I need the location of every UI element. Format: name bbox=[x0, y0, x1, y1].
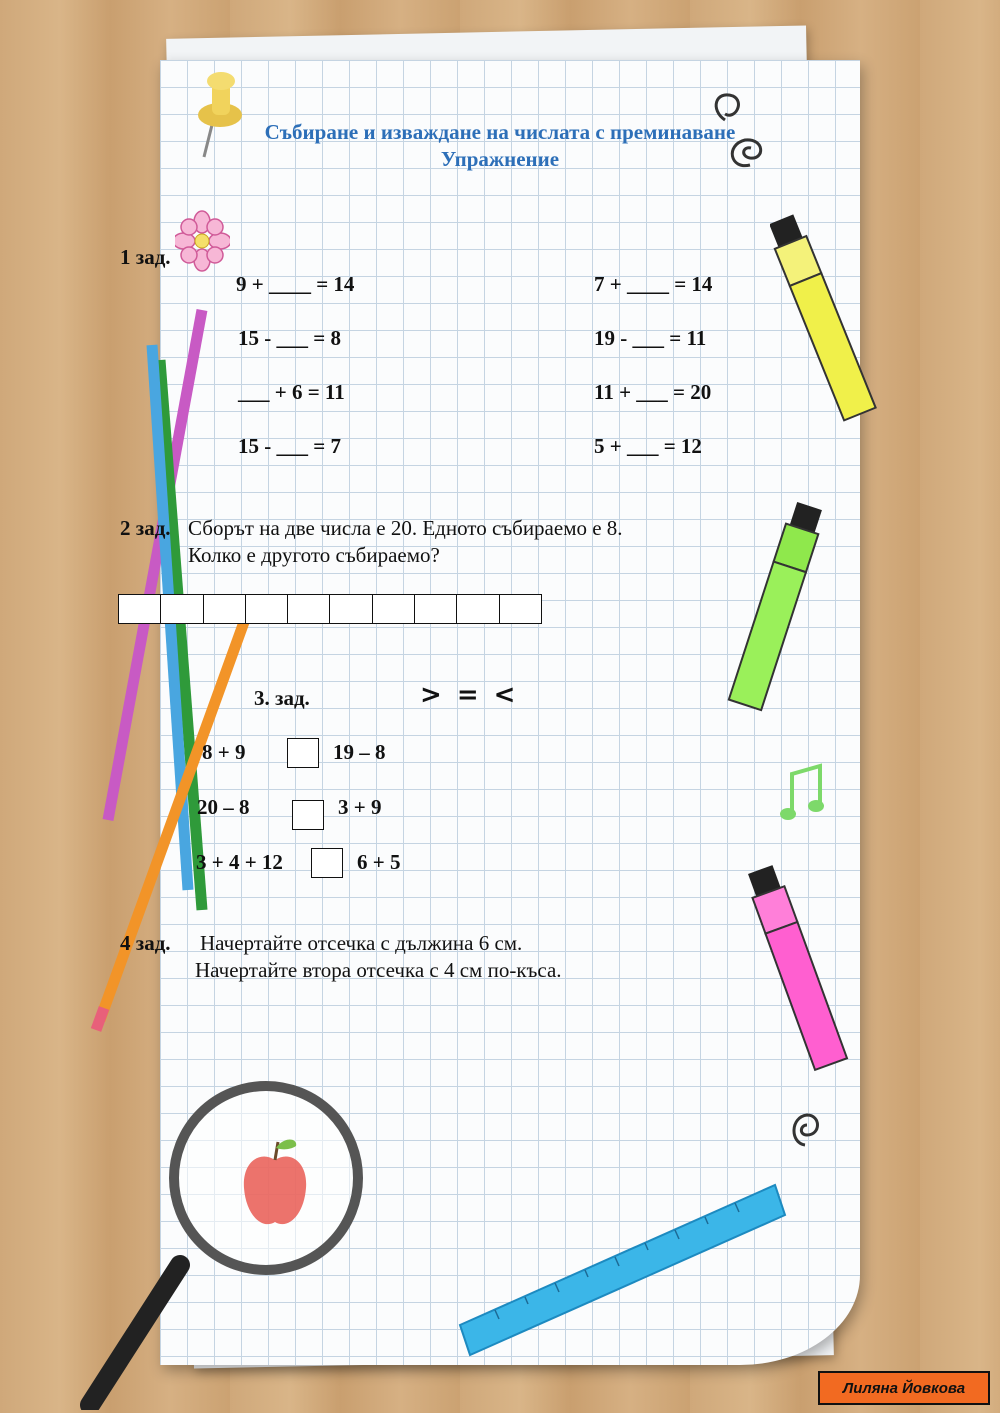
answer-boxes[interactable] bbox=[118, 594, 542, 624]
pushpin-icon bbox=[190, 65, 250, 160]
green-highlighter-icon bbox=[725, 500, 835, 720]
task4-text: Начертайте втора отсечка с 4 см по-къса. bbox=[195, 958, 562, 982]
task2-text: Сборът на две числа е 20. Едното събираемо е 8. bbox=[188, 516, 623, 540]
task2-question: Колко е другото събираемо? bbox=[188, 543, 440, 567]
compare-left: 8 + 9 bbox=[202, 740, 246, 764]
flower-icon bbox=[175, 210, 230, 275]
equation-left: 15 - ___ = 7 bbox=[238, 434, 341, 458]
apple-icon bbox=[240, 1130, 310, 1240]
task2-label: 2 зад. bbox=[120, 516, 171, 540]
equation-right: 7 + ____ = 14 bbox=[594, 272, 713, 296]
task4-label: 4 зад. bbox=[120, 931, 171, 955]
task1-label: 1 зад. bbox=[120, 245, 171, 269]
comparison-symbols: > = < bbox=[420, 680, 516, 710]
page-title: Събиране и изваждане на числата с преминаване bbox=[264, 120, 736, 144]
compare-box[interactable] bbox=[311, 848, 343, 878]
compare-left: 20 – 8 bbox=[197, 795, 250, 819]
task3-label: 3. зад. bbox=[254, 686, 310, 710]
magnifier-icon bbox=[70, 1060, 370, 1410]
compare-box[interactable] bbox=[287, 738, 319, 768]
task4-text: Начертайте отсечка с дължина 6 см. bbox=[200, 931, 523, 955]
compare-right: 19 – 8 bbox=[333, 740, 386, 764]
swirl-icon bbox=[785, 1105, 825, 1155]
equation-left: 9 + ____ = 14 bbox=[236, 272, 355, 296]
equation-left: ___ + 6 = 11 bbox=[238, 380, 345, 404]
music-note-icon bbox=[780, 762, 830, 832]
ruler-icon bbox=[455, 1180, 790, 1365]
page-subtitle: Упражнение bbox=[440, 147, 560, 171]
compare-right: 6 + 5 bbox=[357, 850, 401, 874]
compare-box[interactable] bbox=[292, 800, 324, 830]
equation-right: 19 - ___ = 11 bbox=[594, 326, 707, 350]
equation-left: 15 - ___ = 8 bbox=[238, 326, 341, 350]
compare-left: 3 + 4 + 12 bbox=[196, 850, 283, 874]
pink-highlighter-icon bbox=[740, 860, 860, 1080]
equation-right: 11 + ___ = 20 bbox=[594, 380, 712, 404]
pencil-icon bbox=[90, 300, 270, 1040]
yellow-highlighter-icon bbox=[770, 205, 880, 430]
equation-right: 5 + ___ = 12 bbox=[594, 434, 702, 458]
compare-right: 3 + 9 bbox=[338, 795, 382, 819]
author-badge: Лиляна Йовкова bbox=[818, 1371, 990, 1405]
